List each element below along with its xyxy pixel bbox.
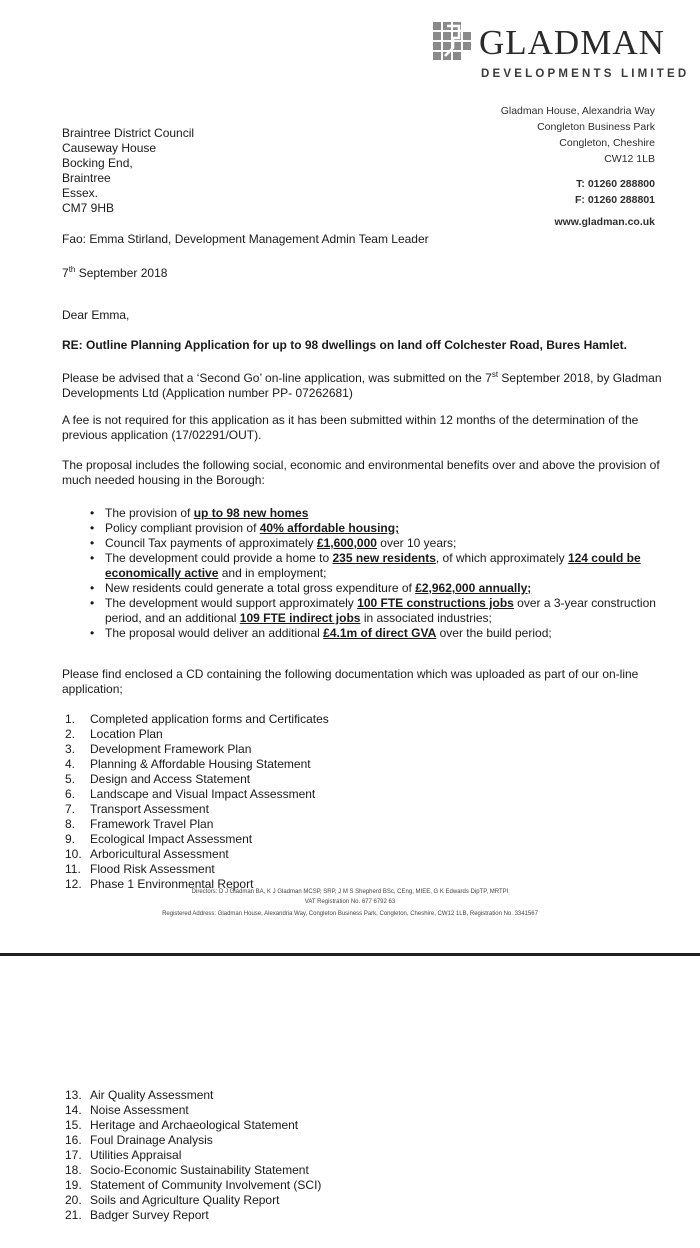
document-title: Framework Travel Plan — [90, 817, 214, 831]
document-number: 18. — [65, 1163, 82, 1177]
sender-website: www.gladman.co.uk — [554, 216, 655, 228]
document-title: Statement of Community Involvement (SCI) — [90, 1178, 322, 1192]
benefit-highlight: 235 new residents — [332, 551, 436, 565]
documents-list-page2 — [65, 1088, 465, 1223]
document-title: Development Framework Plan — [90, 742, 252, 756]
document-list-item — [65, 787, 465, 802]
benefit-text: The development would support approximately — [105, 596, 358, 610]
sender-address-line: Gladman House, Alexandria Way — [500, 105, 655, 117]
benefit-highlight: 100 FTE constructions jobs — [357, 596, 514, 610]
document-title: Noise Assessment — [90, 1103, 189, 1117]
benefit-text: New residents could generate a total gross expenditure of — [105, 581, 416, 595]
recipient-line: Causeway House — [62, 141, 157, 155]
benefit-text: The proposal would deliver an additional — [105, 626, 324, 640]
document-title: Utilities Appraisal — [90, 1148, 182, 1162]
document-title: Air Quality Assessment — [90, 1088, 214, 1102]
benefit-item — [90, 551, 680, 581]
recipient-line: Braintree — [62, 171, 111, 185]
document-number: 17. — [65, 1148, 82, 1162]
benefit-text: The development could provide a home to — [105, 551, 333, 565]
document-list-item — [65, 1103, 465, 1118]
document-number: 3. — [65, 742, 76, 756]
date-day: 7 — [62, 266, 69, 280]
document-number: 1. — [65, 712, 76, 726]
date-suffix: th — [68, 265, 76, 274]
document-number: 2. — [65, 727, 76, 741]
document-number: 15. — [65, 1118, 82, 1132]
benefit-text: in associated industries; — [360, 611, 492, 625]
document-title: Design and Access Statement — [90, 772, 251, 786]
document-list-item — [65, 1118, 465, 1133]
sender-fax: F: 01260 288801 — [575, 194, 655, 206]
recipient-line: Bocking End, — [62, 156, 133, 170]
benefit-text: over 10 years; — [376, 536, 457, 550]
letter-date — [62, 262, 672, 281]
benefit-text: over a 3-year construction period, and an additional — [105, 596, 656, 625]
document-title: Foul Drainage Analysis — [90, 1133, 213, 1147]
benefit-highlight: up to 98 new homes — [193, 506, 309, 520]
document-list-item — [65, 802, 465, 817]
document-number: 21. — [65, 1208, 82, 1222]
recipient-line: Braintree District Council — [62, 126, 195, 140]
benefit-item — [90, 506, 680, 521]
benefit-highlight: 124 could be economically active — [105, 551, 641, 580]
document-title: Planning & Affordable Housing Statement — [90, 757, 311, 771]
document-list-item — [65, 862, 465, 877]
benefit-item — [90, 521, 680, 536]
documents-list-page1 — [65, 712, 465, 892]
document-number: 7. — [65, 802, 76, 816]
benefit-text: , of which approximately — [435, 551, 568, 565]
document-number: 13. — [65, 1088, 82, 1102]
document-list-item — [65, 1178, 465, 1193]
document-title: Arboricultural Assessment — [90, 847, 229, 861]
para1-text: Please be advised that a ‘Second Go’ on-line application, was submitted on the 7 — [62, 371, 492, 385]
paragraph-enclosures: Please find enclosed a CD containing the following documentation which was uploaded as part of our on-line application; — [62, 667, 639, 696]
document-number: 6. — [65, 787, 76, 801]
para1-text-end: September 2018, by Gladman Developments Ltd (Application number PP- 07262681) — [62, 371, 662, 400]
document-title: Location Plan — [90, 727, 163, 741]
document-list-item — [65, 1163, 465, 1178]
document-list-item — [65, 817, 465, 832]
benefit-highlight: 109 FTE indirect jobs — [239, 611, 361, 625]
document-title: Completed application forms and Certificates — [90, 712, 329, 726]
paragraph-fee: A fee is not required for this application as it has been submitted within 12 months of the determination of the previous application (17/02291/OUT). — [62, 413, 639, 442]
footer-vat: VAT Registration No. 677 6792 63 — [304, 899, 396, 905]
sender-address — [501, 103, 655, 230]
paragraph-submission — [62, 367, 662, 401]
document-number: 14. — [65, 1103, 82, 1117]
document-number: 12. — [65, 877, 82, 891]
document-list-item — [65, 1193, 465, 1208]
benefit-highlight: £4.1m of direct GVA — [323, 626, 437, 640]
document-title: Flood Risk Assessment — [90, 862, 215, 876]
recipient-line: Essex. — [62, 186, 99, 200]
document-number: 4. — [65, 757, 76, 771]
document-list-item — [65, 1133, 465, 1148]
page-divider — [0, 953, 700, 956]
benefits-list — [90, 506, 680, 641]
document-list-item — [65, 832, 465, 847]
brand-subtitle: DEVELOPMENTS LIMITED — [481, 68, 690, 80]
fao-line: Fao: Emma Stirland, Development Management Admin Team Leader — [62, 232, 429, 246]
salutation: Dear Emma, — [62, 308, 130, 322]
brand-name: GLADMAN — [479, 23, 665, 62]
para1-sup: st — [491, 370, 499, 379]
subject-line: RE: Outline Planning Application for up to 98 dwellings on land off Colchester Road, Bures Hamlet. — [62, 338, 627, 352]
recipient-line: CM7 9HB — [62, 201, 115, 215]
document-number: 20. — [65, 1193, 82, 1207]
recipient-address — [62, 126, 194, 216]
footer-registered-address: Registered Address: Gladman House, Alexandria Way, Congleton Business Park, Congleton, Cheshire, CW12 1LB, Registration No. 3341567 — [162, 911, 538, 917]
document-list-item — [65, 757, 465, 772]
sender-phone: T: 01260 288800 — [576, 178, 655, 190]
document-number: 16. — [65, 1133, 82, 1147]
benefit-highlight: £1,600,000 — [316, 536, 377, 550]
benefit-highlight: £2,962,000 annually; — [415, 581, 532, 595]
document-number: 8. — [65, 817, 76, 831]
date-rest: September 2018 — [75, 266, 168, 280]
document-title: Soils and Agriculture Quality Report — [90, 1193, 280, 1207]
benefit-text: The provision of — [105, 506, 194, 520]
sender-address-line: Congleton Business Park — [537, 121, 655, 133]
document-number: 9. — [65, 832, 76, 846]
benefit-highlight: 40% affordable housing; — [259, 521, 400, 535]
document-title: Transport Assessment — [90, 802, 209, 816]
document-title: Socio-Economic Sustainability Statement — [90, 1163, 309, 1177]
benefit-text: Council Tax payments of approximately — [105, 536, 317, 550]
document-number: 10. — [65, 847, 82, 861]
benefit-item — [90, 536, 680, 551]
document-title: Badger Survey Report — [90, 1208, 209, 1222]
document-list-item — [65, 1088, 465, 1103]
document-list-item — [65, 1208, 465, 1223]
document-list-item — [65, 727, 465, 742]
benefit-item — [90, 596, 680, 626]
benefit-item — [90, 626, 680, 641]
document-title: Ecological Impact Assessment — [90, 832, 253, 846]
document-list-item — [65, 1148, 465, 1163]
document-list-item — [65, 712, 465, 727]
benefit-text: and in employment; — [218, 566, 327, 580]
benefit-item — [90, 581, 680, 596]
benefit-text: over the build period; — [436, 626, 552, 640]
benefit-text: Policy compliant provision of — [105, 521, 260, 535]
paragraph-benefits-intro: The proposal includes the following social, economic and environmental benefits over and above the provision of much needed housing in the Borough: — [62, 458, 660, 487]
document-number: 19. — [65, 1178, 82, 1192]
document-title: Landscape and Visual Impact Assessment — [90, 787, 316, 801]
document-number: 5. — [65, 772, 76, 786]
document-title: Phase 1 Environmental Report — [90, 877, 254, 891]
document-list-item — [65, 847, 465, 862]
gladman-logo-mark-icon — [433, 22, 475, 60]
document-number: 11. — [65, 862, 81, 876]
footer-directors: Directors: D J Gladman BA, K J Gladman MCSP, SRP, J M S Shepherd BSc, CEng, MIEE, G K Edwards DipTP, MRTPI — [191, 889, 509, 895]
document-list-item — [65, 742, 465, 757]
sender-address-line: CW12 1LB — [604, 153, 655, 165]
document-title: Heritage and Archaeological Statement — [90, 1118, 299, 1132]
document-list-item — [65, 772, 465, 787]
sender-address-line: Congleton, Cheshire — [559, 137, 655, 149]
